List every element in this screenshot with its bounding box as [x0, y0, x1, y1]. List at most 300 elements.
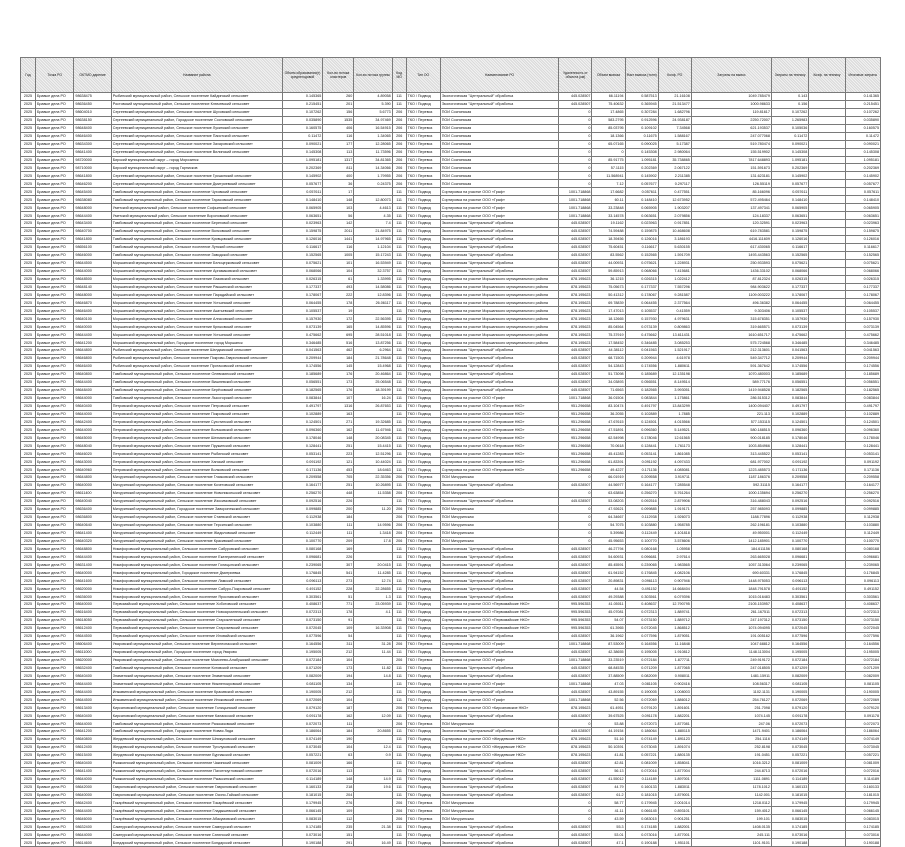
table-cell[interactable]: 984.903622	[691, 283, 771, 291]
table-cell[interactable]: Бравые дела РО	[35, 728, 73, 736]
table-cell[interactable]: 98646020	[74, 450, 111, 458]
table-cell[interactable]: 2025	[21, 481, 36, 489]
table-cell[interactable]: 445.028507	[559, 481, 592, 489]
table-cell[interactable]: 2025	[21, 751, 36, 759]
table-cell[interactable]: 85.166096	[691, 188, 771, 196]
table-cell[interactable]: 878.195623	[559, 735, 592, 743]
table-cell[interactable]: 2025	[21, 831, 36, 839]
table-cell[interactable]: 44.19154	[592, 728, 625, 736]
table-cell[interactable]	[354, 735, 392, 743]
table-cell[interactable]: 0.145902	[282, 172, 323, 180]
table-cell[interactable]: 2025	[21, 339, 36, 347]
table-cell[interactable]: 1001.718868	[559, 640, 592, 648]
table-cell[interactable]: 1.882201	[658, 712, 691, 720]
table-cell[interactable]: Экологическая "Центральный" обработка	[440, 569, 559, 577]
table-cell[interactable]: 98644500	[74, 696, 111, 704]
table-cell[interactable]: 173	[323, 378, 354, 386]
table-cell[interactable]: 69.78839	[592, 299, 625, 307]
table-cell[interactable]: 0.186064	[845, 728, 880, 736]
table-cell[interactable]	[809, 601, 845, 609]
table-cell[interactable]: 0	[559, 140, 592, 148]
table-cell[interactable]: 0.096681	[845, 553, 880, 561]
table-cell[interactable]: 1.880135	[658, 751, 691, 759]
table-cell[interactable]: Экологическая "Центральный" обработка	[440, 259, 559, 267]
table-cell[interactable]: 592.31115	[691, 481, 771, 489]
table-cell[interactable]: 2.067122	[658, 164, 691, 172]
table-cell[interactable]: 445.028507	[559, 362, 592, 370]
table-cell[interactable]: Мичуринский муниципальный район, Сельское поселение Глазковский сельсовет	[111, 474, 282, 482]
table-cell[interactable]: 0.159875	[282, 227, 323, 235]
table-cell[interactable]: 45.41283	[592, 450, 625, 458]
table-cell[interactable]: 0.072073	[771, 720, 808, 728]
table-cell[interactable]: Сортировка на участке ООО «Граф»	[440, 696, 559, 704]
table-cell[interactable]: 0.072016	[625, 767, 658, 775]
table-cell[interactable]: Моршанский муниципальный район, Сельское поселение Устьинский сельсовет	[111, 299, 282, 307]
table-cell[interactable]: ПОИ Соснинская	[440, 164, 559, 172]
table-cell[interactable]: 1.861085	[658, 450, 691, 458]
table-cell[interactable]: ТКО / Подвод	[406, 696, 440, 704]
table-cell[interactable]: 206	[392, 108, 406, 116]
table-cell[interactable]: 0.408637	[625, 601, 658, 609]
table-cell[interactable]: Моршанский муниципальный район, Городское поселение город Моршанск	[111, 339, 282, 347]
table-cell[interactable]: 1.891074	[658, 743, 691, 751]
table-cell[interactable]: 47.51891	[592, 426, 625, 434]
table-cell[interactable]: ТКО / Подвод	[406, 839, 440, 847]
table-cell[interactable]: 250.933593	[691, 259, 771, 267]
table-cell[interactable]: Моршанский муниципальный район, Сельское поселение Алгасовский сельсовет	[111, 315, 282, 323]
table-cell[interactable]: 46.27794	[592, 545, 625, 553]
table-cell[interactable]: 111	[392, 767, 406, 775]
table-cell[interactable]: 151.591673	[691, 164, 771, 172]
table-cell[interactable]	[809, 521, 845, 529]
table-cell[interactable]: 98636000	[74, 593, 111, 601]
table-cell[interactable]: 0.195005	[282, 648, 323, 656]
table-cell[interactable]: 178	[323, 299, 354, 307]
table-cell[interactable]	[354, 831, 392, 839]
table-cell[interactable]: 1.265983	[771, 116, 808, 124]
table-cell[interactable]: 2.211385	[658, 172, 691, 180]
table-cell[interactable]: 7817.648893	[691, 156, 771, 164]
table-cell[interactable]: Бондарский муниципальный район, Сельское поселение Бондарский сельсовет	[111, 839, 282, 847]
table-cell[interactable]: 7.557296	[658, 283, 691, 291]
table-cell[interactable]: ТКО / Подвод	[406, 735, 440, 743]
table-cell[interactable]: 0.063651	[625, 212, 658, 220]
table-cell[interactable]: 98638150	[74, 116, 111, 124]
table-cell[interactable]: 12.80073	[354, 196, 392, 204]
table-cell[interactable]: 20.46864	[354, 370, 392, 378]
table-cell[interactable]: 0.041563	[625, 347, 658, 355]
table-cell[interactable]: 176	[323, 386, 354, 394]
table-cell[interactable]: 0.185689	[845, 370, 880, 378]
table-cell[interactable]: 98645400	[74, 188, 111, 196]
table-cell[interactable]: 0.186064	[625, 728, 658, 736]
table-cell[interactable]: 1.868512	[658, 624, 691, 632]
table-cell[interactable]: Тамбовский муниципальный район, Сельское поселение Заводской сельсовет	[111, 251, 282, 259]
table-cell[interactable]: 0	[559, 720, 592, 728]
table-cell[interactable]: 15.4415	[354, 442, 392, 450]
table-cell[interactable]: ТКО / Подвод	[406, 235, 440, 243]
table-cell[interactable]: ТКО / Подвод	[406, 712, 440, 720]
table-cell[interactable]: 116	[323, 132, 354, 140]
table-cell[interactable]: 201	[323, 100, 354, 108]
table-cell[interactable]: 47.92621	[592, 505, 625, 513]
table-cell[interactable]: 0.077596	[771, 632, 808, 640]
table-cell[interactable]: 1.910812	[658, 648, 691, 656]
table-cell[interactable]: 2025	[21, 267, 36, 275]
table-cell[interactable]: 1049.785479	[691, 93, 771, 101]
table-cell[interactable]	[809, 267, 845, 275]
table-cell[interactable]: 1.926073	[658, 513, 691, 521]
table-cell[interactable]: Моршанский муниципальный район, Сельское поселение Белоцерковский сельсовет	[111, 259, 282, 267]
table-cell[interactable]: 0.072073	[282, 720, 323, 728]
table-cell[interactable]: 70.0618	[592, 442, 625, 450]
table-cell[interactable]: 71.6563	[592, 386, 625, 394]
table-cell[interactable]: Мичуринский муниципальный район, Сельское поселение Красивский сельсовет	[111, 537, 282, 545]
table-cell[interactable]: 0.190005	[845, 688, 880, 696]
table-cell[interactable]: 0.178046	[845, 434, 880, 442]
table-cell[interactable]: 2025	[21, 799, 36, 807]
table-cell[interactable]: 0.491797	[845, 402, 880, 410]
table-cell[interactable]: ТКО / Подвод	[406, 791, 440, 799]
table-cell[interactable]: 0.179945	[282, 799, 323, 807]
table-cell[interactable]: Токарёвский муниципальный район, Сельское поселение Абакумовский сельсовет	[111, 815, 282, 823]
table-cell[interactable]: 0.073150	[625, 616, 658, 624]
table-cell[interactable]: 98618050	[74, 616, 111, 624]
table-cell[interactable]: 0.182565	[771, 386, 808, 394]
table-cell[interactable]: Экологическая "Центральный" обработка	[440, 354, 559, 362]
table-cell[interactable]: 212	[323, 648, 354, 656]
table-cell[interactable]: 0	[559, 148, 592, 156]
table-cell[interactable]: 98641400	[74, 767, 111, 775]
table-cell[interactable]: 111	[392, 291, 406, 299]
table-cell[interactable]	[809, 410, 845, 418]
table-cell[interactable]: ТКО / Подвод	[406, 783, 440, 791]
table-cell[interactable]: Знаменский муниципальный район, Сельское поселение Знаменский сельсовет	[111, 672, 282, 680]
table-cell[interactable]: 68.84535	[592, 664, 625, 672]
table-cell[interactable]: 0.174185	[771, 823, 808, 831]
table-cell[interactable]: ТКО / Подвод	[406, 831, 440, 839]
table-cell[interactable]: 0.491797	[282, 402, 323, 410]
table-cell[interactable]: 0.145308	[282, 148, 323, 156]
table-cell[interactable]: 34.81365	[354, 156, 392, 164]
table-cell[interactable]: 0.145308	[771, 148, 808, 156]
column-header[interactable]: Тип ОО	[406, 58, 440, 93]
table-cell[interactable]: 249.919172	[691, 656, 771, 664]
table-cell[interactable]: 45.07081	[592, 608, 625, 616]
table-cell[interactable]: Экологическая "Центральный" обработка	[440, 823, 559, 831]
table-cell[interactable]: 0.035890	[282, 116, 323, 124]
table-cell[interactable]: 98710000	[74, 164, 111, 172]
table-cell[interactable]: ТКО / Подвод	[406, 585, 440, 593]
table-cell[interactable]: 21.78648	[354, 354, 392, 362]
table-cell[interactable]: 0.081105	[282, 680, 323, 688]
table-cell[interactable]: 1.880115	[658, 728, 691, 736]
table-cell[interactable]: 11.16848	[658, 640, 691, 648]
table-cell[interactable]: 0.11472	[845, 132, 880, 140]
table-cell[interactable]: 0.174185	[845, 823, 880, 831]
table-cell[interactable]: 0.491152	[282, 585, 323, 593]
table-cell[interactable]: 0.065905	[282, 204, 323, 212]
table-cell[interactable]: 0.079120	[845, 704, 880, 712]
table-cell[interactable]: 1187.186376	[691, 474, 771, 482]
table-cell[interactable]: 113	[323, 148, 354, 156]
table-cell[interactable]: 0.072184	[845, 656, 880, 664]
table-cell[interactable]: 0.164556	[771, 640, 808, 648]
table-cell[interactable]: 0.179945	[625, 799, 658, 807]
table-cell[interactable]: 4.085081	[658, 466, 691, 474]
table-cell[interactable]: Петровский муниципальный район, Сельское поселение Волчковский сельсовет	[111, 426, 282, 434]
table-cell[interactable]: Сергеевский муниципальный район, Городское поселение Сосновский сельсовет	[111, 116, 282, 124]
table-cell[interactable]: 0.092516	[845, 497, 880, 505]
table-cell[interactable]: 2025	[21, 680, 36, 688]
table-cell[interactable]: 951.296658	[559, 466, 592, 474]
table-cell[interactable]: 204	[323, 791, 354, 799]
table-cell[interactable]: 98646800	[74, 354, 111, 362]
table-cell[interactable]	[354, 545, 392, 553]
table-cell[interactable]: 0.083015	[625, 815, 658, 823]
table-cell[interactable]: 14.97965	[354, 235, 392, 243]
table-cell[interactable]: 1102.1131	[691, 688, 771, 696]
table-cell[interactable]: 12.4	[354, 743, 392, 751]
table-cell[interactable]: 0.124501	[282, 418, 323, 426]
table-cell[interactable]: 0.148410	[845, 196, 880, 204]
table-cell[interactable]: 0.181015	[282, 791, 323, 799]
table-cell[interactable]: 41.11	[592, 807, 625, 815]
table-cell[interactable]: 1.591709	[658, 251, 691, 259]
table-cell[interactable]: Бравые дела РО	[35, 370, 73, 378]
table-cell[interactable]: 0.190005	[625, 688, 658, 696]
table-cell[interactable]	[809, 640, 845, 648]
table-cell[interactable]: 206	[392, 148, 406, 156]
table-cell[interactable]: Бравые дела РО	[35, 537, 73, 545]
table-cell[interactable]: 244.8713	[691, 767, 771, 775]
table-cell[interactable]: 2025	[21, 712, 36, 720]
table-cell[interactable]: 0.152565	[845, 251, 880, 259]
table-cell[interactable]: 445.028507	[559, 759, 592, 767]
table-cell[interactable]: 0	[559, 172, 592, 180]
table-cell[interactable]: 1001.718868	[559, 188, 592, 196]
table-cell[interactable]: 0.171136	[282, 466, 323, 474]
table-cell[interactable]: 0.075621	[282, 259, 323, 267]
table-cell[interactable]: 22.35356	[354, 474, 392, 482]
table-cell[interactable]: 111	[323, 720, 354, 728]
table-cell[interactable]: 0.073016	[625, 831, 658, 839]
table-cell[interactable]: 0.128441	[845, 442, 880, 450]
table-cell[interactable]: 0.096113	[625, 577, 658, 585]
table-cell[interactable]: 0.073045	[771, 743, 808, 751]
table-cell[interactable]: 245.111	[691, 831, 771, 839]
table-cell[interactable]	[809, 593, 845, 601]
table-cell[interactable]: 0.071209	[771, 664, 808, 672]
table-cell[interactable]: 0.307284	[625, 108, 658, 116]
table-cell[interactable]: 0.491152	[845, 585, 880, 593]
table-cell[interactable]: 690.60331	[691, 569, 771, 577]
table-cell[interactable]: 3.993051	[658, 386, 691, 394]
table-cell[interactable]: Сортировка на участке ООО «Петровские НКО»	[440, 418, 559, 426]
table-cell[interactable]: 0.145365	[282, 93, 323, 101]
table-cell[interactable]: 98640040	[74, 497, 111, 505]
table-cell[interactable]: 445.028507	[559, 347, 592, 355]
table-cell[interactable]: 0.041563	[771, 347, 808, 355]
table-cell[interactable]: 98644400	[74, 212, 111, 220]
table-cell[interactable]: 1074.094095	[691, 624, 771, 632]
table-cell[interactable]	[809, 307, 845, 315]
table-cell[interactable]: 206	[392, 704, 406, 712]
table-cell[interactable]: 0.145902	[625, 172, 658, 180]
table-cell[interactable]: 43.89155	[592, 688, 625, 696]
table-cell[interactable]: 2025	[21, 466, 36, 474]
table-cell[interactable]	[809, 172, 845, 180]
table-cell[interactable]: 187	[323, 704, 354, 712]
table-cell[interactable]: ТКО / Подвод	[406, 275, 440, 283]
table-cell[interactable]: 111	[392, 481, 406, 489]
table-cell[interactable]: Сортировка на участке ООО «Граф»	[440, 204, 559, 212]
table-cell[interactable]: 98646000	[74, 251, 111, 259]
table-cell[interactable]: 2250.72007	[691, 116, 771, 124]
table-cell[interactable]: 2025	[21, 743, 36, 751]
table-cell[interactable]: 445.028507	[559, 728, 592, 736]
table-cell[interactable]: 0.099885	[282, 505, 323, 513]
table-cell[interactable]	[809, 418, 845, 426]
table-cell[interactable]: 111	[392, 458, 406, 466]
table-cell[interactable]: 1535	[323, 116, 354, 124]
table-cell[interactable]: 0.105537	[625, 307, 658, 315]
table-cell[interactable]: ТКО / Подвод	[406, 259, 440, 267]
table-cell[interactable]: 0.160133	[771, 783, 808, 791]
table-cell[interactable]: 0.128441	[282, 442, 323, 450]
table-cell[interactable]: ТКО / Подвод	[406, 561, 440, 569]
table-cell[interactable]	[809, 712, 845, 720]
table-cell[interactable]: 0.209558	[625, 474, 658, 482]
table-cell[interactable]: 1111.0891	[691, 775, 771, 783]
table-cell[interactable]: 2025	[21, 608, 36, 616]
table-cell[interactable]: 878.195623	[559, 283, 592, 291]
table-cell[interactable]: 0.053141	[625, 450, 658, 458]
table-cell[interactable]: 98631400	[74, 561, 111, 569]
table-cell[interactable]: 951.296658	[559, 426, 592, 434]
table-cell[interactable]: 111	[392, 354, 406, 362]
table-cell[interactable]: 98640000	[74, 569, 111, 577]
table-cell[interactable]: 111	[392, 299, 406, 307]
table-cell[interactable]: 12.8396	[354, 291, 392, 299]
table-cell[interactable]: 0.083015	[771, 815, 808, 823]
table-cell[interactable]: 41.81	[592, 751, 625, 759]
table-cell[interactable]: 878.195623	[559, 291, 592, 299]
table-cell[interactable]: 177	[323, 140, 354, 148]
table-cell[interactable]: 98612400	[74, 743, 111, 751]
table-cell[interactable]: Бравые дела РО	[35, 489, 73, 497]
table-cell[interactable]: 51	[323, 593, 354, 601]
table-cell[interactable]: 0.491797	[771, 402, 808, 410]
table-cell[interactable]	[809, 759, 845, 767]
table-cell[interactable]: 0.176845	[282, 569, 323, 577]
table-cell[interactable]: 0.072016	[845, 767, 880, 775]
table-cell[interactable]: ТКО / Подвод	[406, 601, 440, 609]
table-cell[interactable]: Экологическая "Центральный" обработка	[440, 767, 559, 775]
table-cell[interactable]: 493	[323, 283, 354, 291]
table-cell[interactable]: 2025	[21, 521, 36, 529]
table-cell[interactable]: 4.082106	[658, 569, 691, 577]
table-cell[interactable]: 0.107262	[845, 108, 880, 116]
table-cell[interactable]	[809, 450, 845, 458]
table-cell[interactable]: 0	[559, 156, 592, 164]
table-cell[interactable]: 212	[323, 688, 354, 696]
table-cell[interactable]: 0.057611	[282, 188, 323, 196]
table-cell[interactable]: 591.367642	[691, 362, 771, 370]
table-cell[interactable]: 0.064455	[845, 299, 880, 307]
table-cell[interactable]: 2025	[21, 767, 36, 775]
table-cell[interactable]: 1848.791578	[691, 585, 771, 593]
table-cell[interactable]: 6.079396	[658, 593, 691, 601]
table-cell[interactable]: 55.3	[592, 823, 625, 831]
table-cell[interactable]: 98656100	[74, 243, 111, 251]
table-cell[interactable]: 0.074149	[771, 735, 808, 743]
table-cell[interactable]: 0.056551	[845, 378, 880, 386]
table-cell[interactable]: 98634300	[74, 140, 111, 148]
table-cell[interactable]: 1000.98633	[691, 100, 771, 108]
table-cell[interactable]: Бравые дела РО	[35, 299, 73, 307]
table-cell[interactable]: 0.303561	[282, 593, 323, 601]
table-cell[interactable]: 0.064455	[771, 299, 808, 307]
table-cell[interactable]: 0.126016	[845, 235, 880, 243]
table-cell[interactable]: 2025	[21, 474, 36, 482]
table-cell[interactable]: 0.908011	[658, 672, 691, 680]
table-cell[interactable]: 0.116617	[845, 243, 880, 251]
table-cell[interactable]: ТКО / Перевоз	[406, 704, 440, 712]
table-cell[interactable]: 10.44024	[354, 458, 392, 466]
table-cell[interactable]: ПОИ Мичуринская	[440, 815, 559, 823]
table-cell[interactable]: 2025	[21, 545, 36, 553]
table-cell[interactable]: 0.41559	[658, 307, 691, 315]
table-cell[interactable]: Экологическая "Центральный" обработка	[440, 545, 559, 553]
table-cell[interactable]: 0.256270	[625, 489, 658, 497]
table-cell[interactable]: 2025	[21, 616, 36, 624]
table-cell[interactable]: 0.116617	[771, 243, 808, 251]
table-cell[interactable]: 98620000	[74, 585, 111, 593]
table-cell[interactable]: 54.7075	[592, 521, 625, 529]
table-cell[interactable]: 53.01	[592, 831, 625, 839]
table-cell[interactable]: 2025	[21, 220, 36, 228]
table-cell[interactable]: 12.61565	[658, 434, 691, 442]
table-cell[interactable]: 2025	[21, 664, 36, 672]
table-cell[interactable]: ТКО / Перевоз	[406, 529, 440, 537]
table-cell[interactable]: 111	[392, 307, 406, 315]
table-cell[interactable]: 14.668404	[658, 585, 691, 593]
table-cell[interactable]: Бравые дела РО	[35, 823, 73, 831]
table-cell[interactable]: 169	[323, 545, 354, 553]
table-cell[interactable]: Тамбовский муниципальный район, Сельское поселение Береговой сельсовет	[111, 220, 282, 228]
table-cell[interactable]: 206	[392, 807, 406, 815]
table-cell[interactable]: 98644400	[74, 331, 111, 339]
table-cell[interactable]: ТКО / Подвод	[406, 759, 440, 767]
table-cell[interactable]: 2025	[21, 164, 36, 172]
table-cell[interactable]: 0	[559, 108, 592, 116]
table-cell[interactable]: 43.59	[592, 815, 625, 823]
table-cell[interactable]: 0.081009	[845, 759, 880, 767]
table-cell[interactable]	[809, 402, 845, 410]
table-cell[interactable]: 2025	[21, 378, 36, 386]
table-cell[interactable]: 307	[323, 561, 354, 569]
table-cell[interactable]: ТКО / Перевоз	[406, 720, 440, 728]
table-cell[interactable]: 98648000	[74, 204, 111, 212]
table-cell[interactable]: 2025	[21, 791, 36, 799]
table-cell[interactable]: 98636400	[74, 505, 111, 513]
table-cell[interactable]: 1.877711	[658, 656, 691, 664]
table-cell[interactable]: 17.47013	[592, 307, 625, 315]
table-cell[interactable]: 36.01504	[592, 394, 625, 402]
table-cell[interactable]: 111	[392, 632, 406, 640]
table-cell[interactable]: 0.073016	[282, 831, 323, 839]
